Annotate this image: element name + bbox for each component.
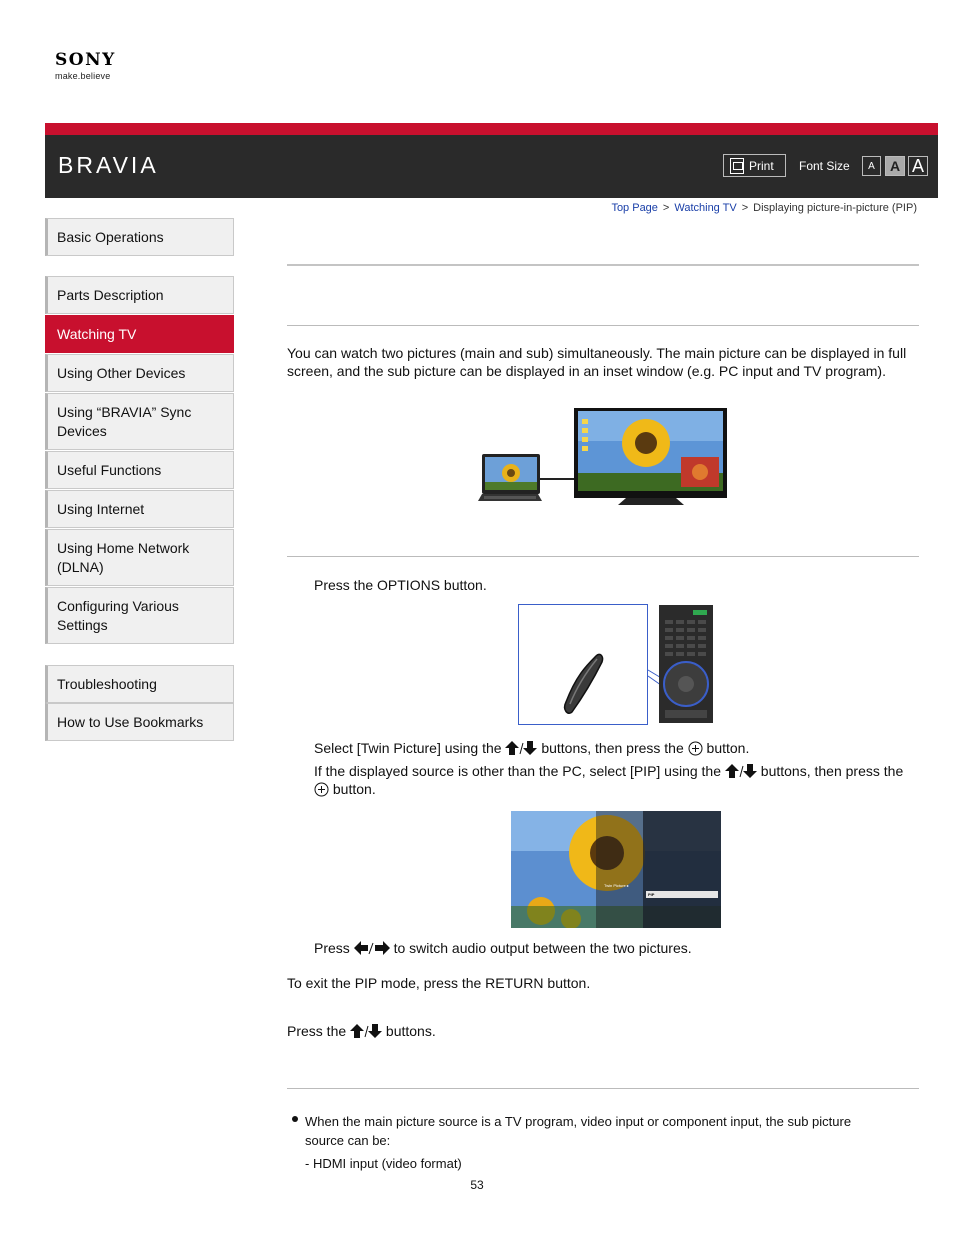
breadcrumb-separator: >	[662, 202, 670, 214]
page-number: 53	[470, 1178, 484, 1192]
section-divider	[287, 556, 919, 557]
sidebar-item-bravia-sync[interactable]: Using “BRAVIA” Sync Devices	[45, 393, 234, 450]
font-size-medium-button[interactable]: A	[885, 156, 905, 176]
brand-name: SONY	[55, 50, 116, 70]
sidebar-item-basic-operations[interactable]: Basic Operations	[45, 218, 234, 256]
move-part-a: Press the	[287, 1023, 347, 1039]
step-2-text	[314, 739, 914, 757]
product-title: BRAVIA	[58, 152, 159, 178]
remote-options-illustration	[518, 604, 714, 726]
menu-pip: PIP	[648, 892, 655, 897]
step-3-part-a: Press	[314, 940, 350, 956]
note-bullet: When the main picture source is a TV program, video input or component input, the sub picture source can be:	[305, 1114, 852, 1148]
section-divider	[287, 1088, 919, 1089]
enter-button-icon	[688, 741, 703, 756]
move-window-text	[287, 1022, 436, 1040]
step-2-part-a: Select [Twin Picture] using the	[314, 740, 502, 756]
sidebar-item-configuring-settings[interactable]: Configuring Various Settings	[45, 587, 234, 644]
left-right-arrow-icon	[354, 941, 390, 956]
title-divider	[287, 264, 919, 266]
breadcrumb-top-page[interactable]: Top Page	[611, 202, 658, 214]
print-icon	[730, 158, 744, 174]
sidebar-item-using-other-devices[interactable]: Using Other Devices	[45, 354, 234, 392]
section-divider	[287, 325, 919, 326]
step-2-note-part-c: button.	[332, 781, 376, 797]
breadcrumb-watching-tv[interactable]: Watching TV	[674, 202, 737, 214]
step-1-text: Press the OPTIONS button.	[314, 577, 487, 593]
sidebar-item-home-network[interactable]: Using Home Network (DLNA)	[45, 529, 234, 586]
step-2-note-part-a: If the displayed source is other than the PC, select [PIP] using the	[314, 763, 722, 779]
twin-picture-image	[511, 811, 721, 928]
breadcrumb-current: Displaying picture-in-picture (PIP)	[753, 202, 917, 214]
intro-paragraph: You can watch two pictures (main and sub) simultaneously. The main picture can be displayed in full screen, and the sub picture can be displayed in an inset window (e.g. PC input and TV program).	[287, 345, 907, 379]
step-2-note-part-b: buttons, then press the	[760, 763, 904, 779]
step-3-part-b: to switch audio output between the two pictures.	[393, 940, 692, 956]
brand-tagline: make.believe	[55, 71, 111, 81]
breadcrumb-separator: >	[741, 202, 749, 214]
note-sub-item: - HDMI input (video format)	[305, 1156, 462, 1171]
step-2-part-c: button.	[706, 740, 750, 756]
breadcrumb	[611, 202, 917, 214]
header-accent-bar	[45, 123, 938, 135]
step-2-note	[314, 762, 920, 798]
menu-twin-picture: Twin Picture ▸	[604, 883, 629, 888]
up-down-arrow-icon	[505, 741, 537, 756]
font-size-label: Font Size	[799, 159, 850, 173]
sidebar-item-bookmarks[interactable]: How to Use Bookmarks	[45, 703, 234, 741]
up-down-arrow-icon	[350, 1024, 382, 1039]
twin-picture-screen	[511, 811, 721, 928]
bullet-icon	[292, 1116, 298, 1122]
sidebar-item-parts-description[interactable]: Parts Description	[45, 276, 234, 314]
sidebar-item-useful-functions[interactable]: Useful Functions	[45, 451, 234, 489]
sidebar-item-using-internet[interactable]: Using Internet	[45, 490, 234, 528]
enter-button-icon	[314, 782, 329, 797]
font-size-small-button[interactable]: A	[862, 156, 881, 176]
pc-tv-illustration	[476, 407, 728, 507]
up-down-arrow-icon	[725, 764, 757, 779]
exit-instruction: To exit the PIP mode, press the RETURN button.	[287, 975, 591, 991]
sidebar-item-watching-tv[interactable]: Watching TV	[45, 315, 234, 353]
move-part-b: buttons.	[385, 1023, 436, 1039]
print-button[interactable]	[723, 154, 786, 177]
step-3-text	[314, 939, 692, 957]
font-size-large-button[interactable]: A	[908, 156, 928, 176]
step-2-part-b: buttons, then press the	[541, 740, 684, 756]
sony-logo	[55, 50, 116, 81]
print-label: Print	[749, 158, 774, 173]
sidebar-item-troubleshooting[interactable]: Troubleshooting	[45, 665, 234, 703]
